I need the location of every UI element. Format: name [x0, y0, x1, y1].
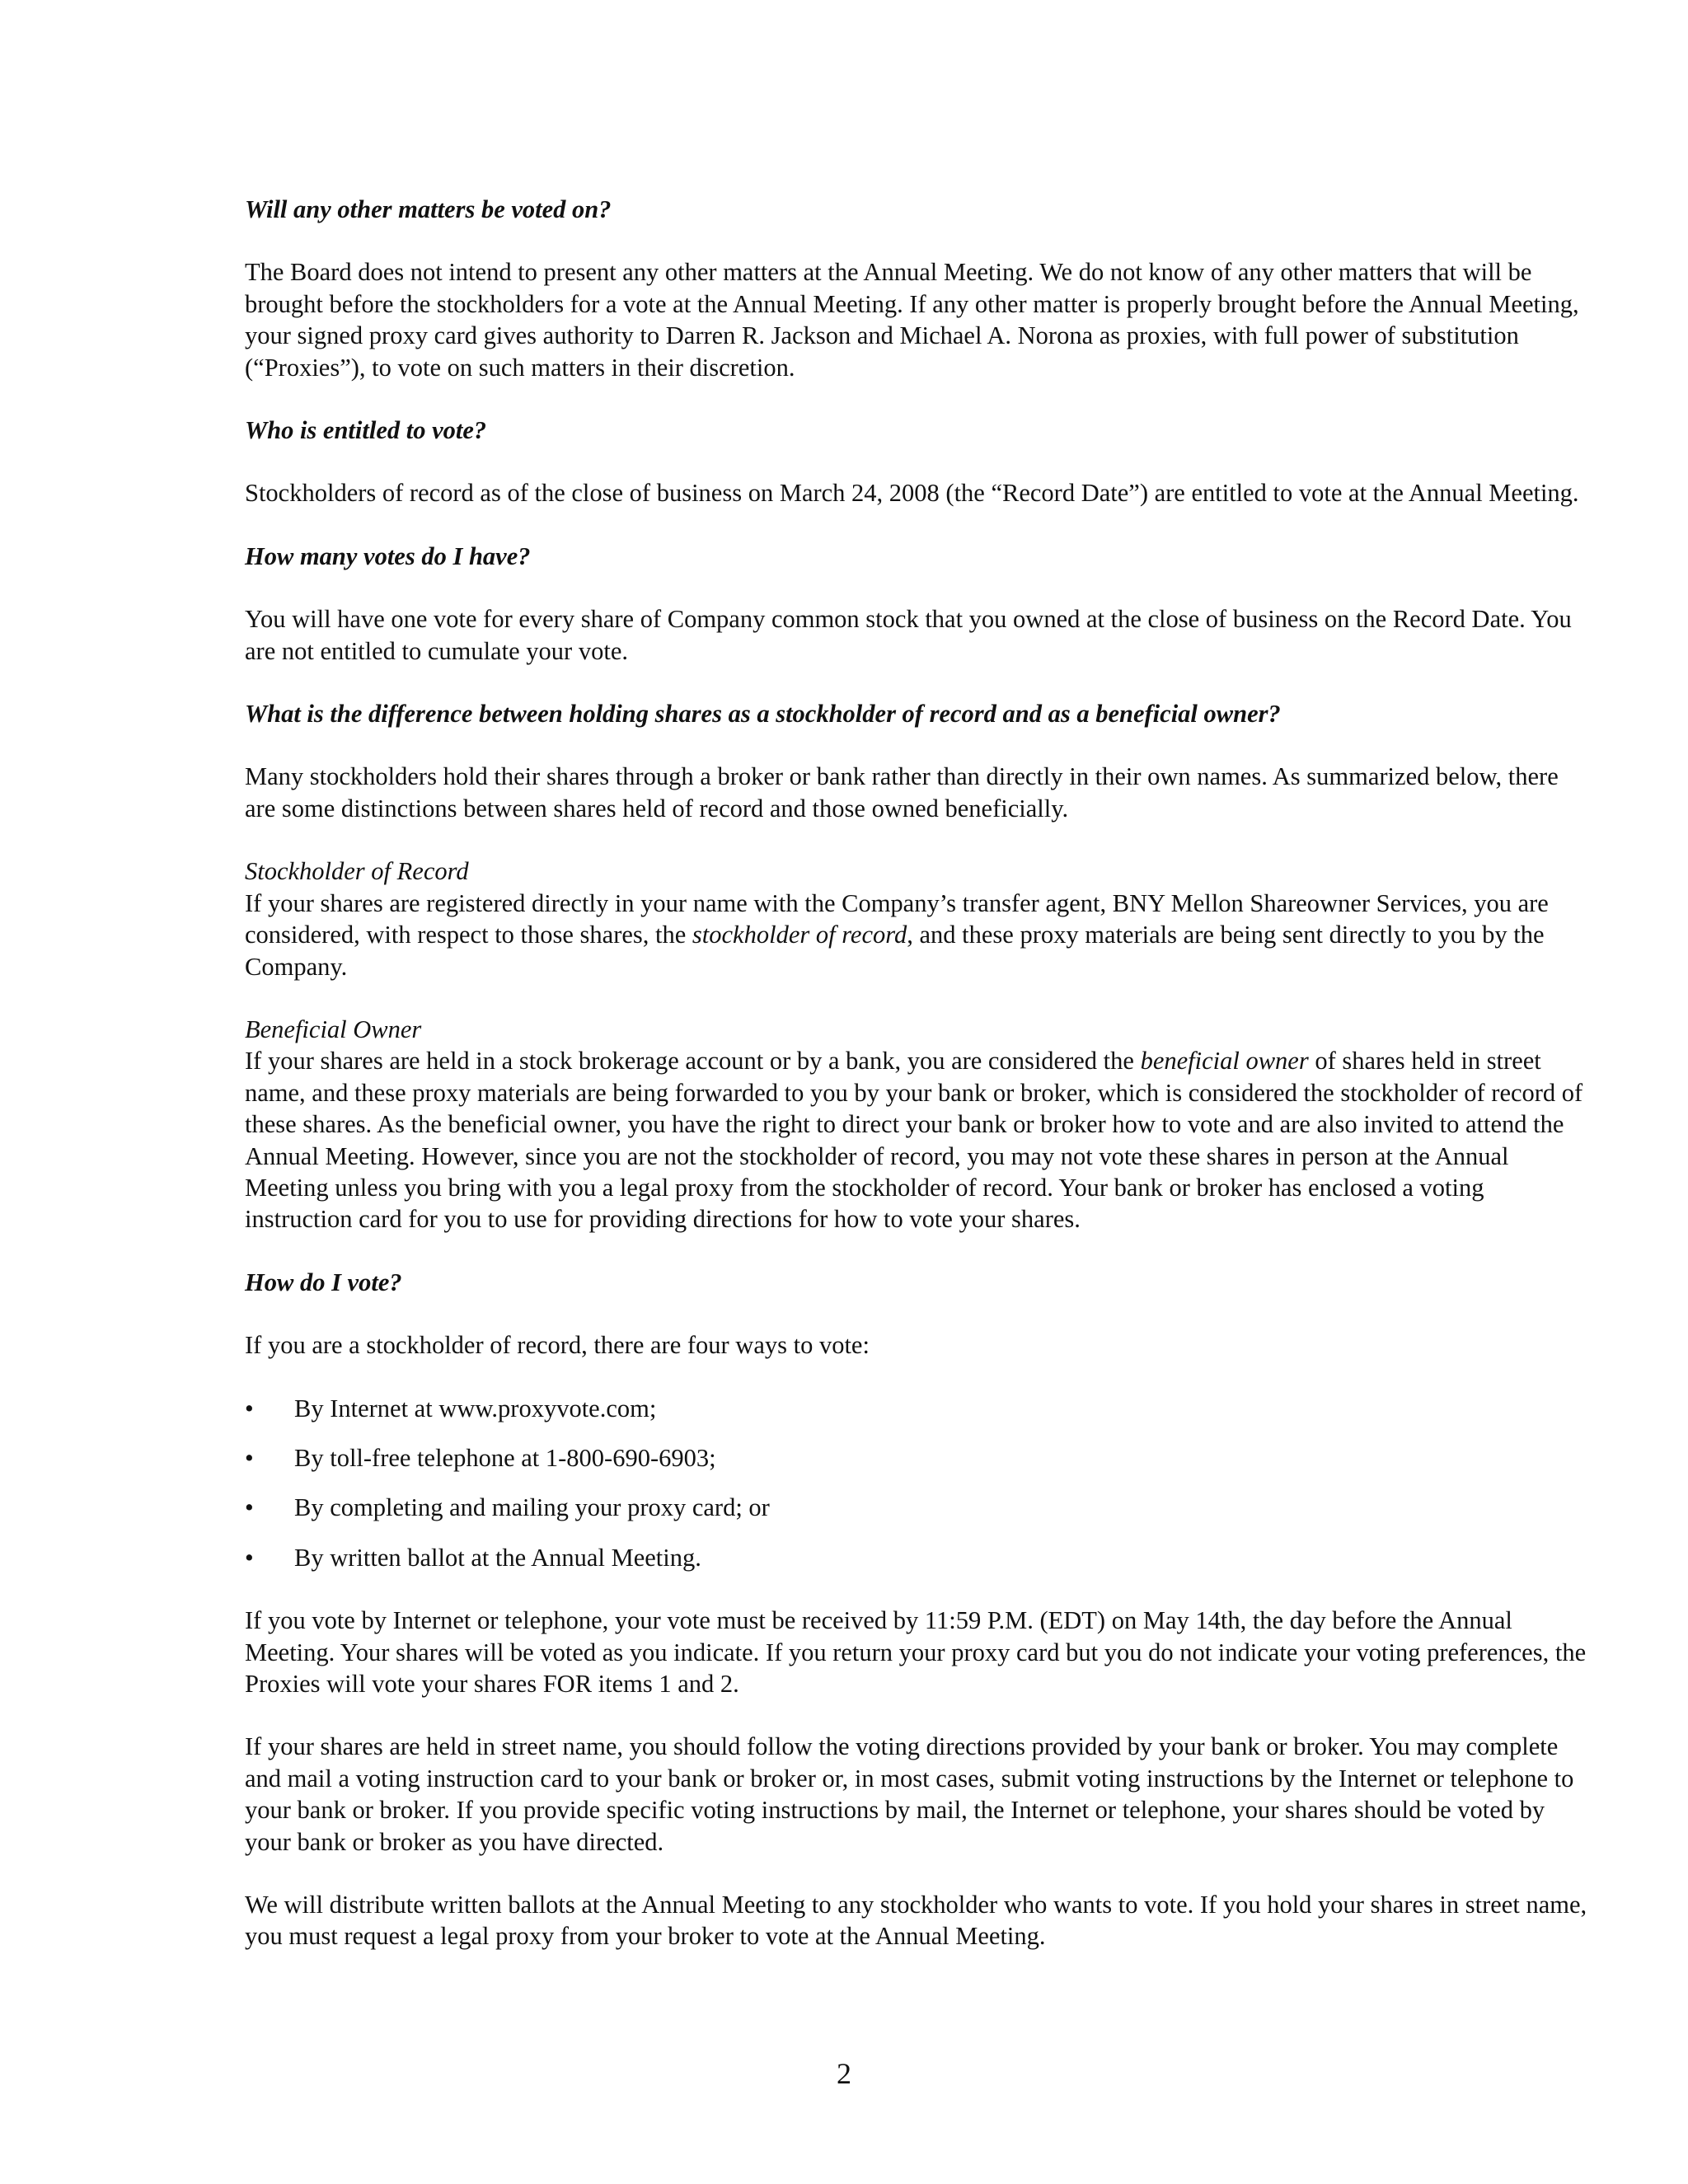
paragraph-voting-intro: If you are a stockholder of record, there are four ways to vote: — [245, 1331, 870, 1360]
heading-entitled-to-vote: Who is entitled to vote? — [245, 416, 487, 445]
paragraph-beneficial-owner — [245, 1014, 1589, 1235]
paragraph-written-ballots: We will distribute written ballots at the Annual Meeting to any stockholder who wants to vote. If you hold your shares in street name, you must request a legal proxy from your broker to vote at the Annual Meeting. — [245, 1891, 1587, 1951]
beneficial-emphasis: beneficial owner — [1140, 1047, 1309, 1076]
list-item — [245, 1492, 1589, 1523]
list-item-text: By Internet at www.proxyvote.com; — [294, 1394, 657, 1422]
list-item — [245, 1442, 1589, 1474]
beneficial-text-1: If your shares are held in a stock brokerage account or by a bank, you are considered the — [245, 1047, 1141, 1076]
heading-record-vs-beneficial: What is the difference between holding shares as a stockholder of record and as a beneficial owner? — [245, 700, 1281, 729]
bullet-icon: • — [245, 1394, 254, 1422]
label-beneficial-owner: Beneficial Owner — [245, 1015, 422, 1043]
label-stockholder-of-record: Stockholder of Record — [245, 857, 469, 886]
paragraph-stockholder-of-record — [245, 855, 1589, 982]
list-item — [245, 1393, 1589, 1424]
paragraph-record-vs-beneficial: Many stockholders hold their shares through a broker or bank rather than directly in their own names. As summarized below, there are some distinctions between shares held of record and those owned beneficially. — [245, 762, 1559, 823]
list-item-text: By completing and mailing your proxy card; or — [294, 1493, 770, 1522]
record-emphasis: stockholder of record — [692, 921, 907, 949]
list-item-text: By written ballot at the Annual Meeting. — [294, 1543, 701, 1572]
paragraph-internet-telephone-deadline: If you vote by Internet or telephone, your vote must be received by 11:59 P.M. (EDT) on May 14th, the day before the Annual Meeting. Your shares will be voted as you indicate. If you return your proxy card but you do not indicate your voting preferences, the Proxies will vote your shares FOR items 1 and 2. — [245, 1606, 1587, 1698]
record-text-2: , and these proxy materials are being sent directly to you by the Company. — [245, 921, 1545, 981]
list-item-text: By toll-free telephone at 1-800-690-6903; — [294, 1443, 716, 1472]
page-number: 2 — [837, 2057, 851, 2090]
paragraph-other-matters: The Board does not intend to present any other matters at the Annual Meeting. We do not know of any other matters that will be brought before the stockholders for a vote at the Annual Meeting. If any other matter is properly brought before the Annual Meeting, your signed proxy card gives authority to Darren R. Jackson and Michael A. Norona as proxies, with full power of substitution (“Proxies”), to vote on such matters in their discretion. — [245, 258, 1579, 382]
heading-other-matters: Will any other matters be voted on? — [245, 195, 612, 223]
beneficial-text-2: of shares held in street name, and these proxy materials are being forwarded to you by your bank or broker, which is considered the stockholder of record of these shares. As the beneficial owner, you have the right to direct your bank or broker how to vote and are also invited to attend the Annual Meeting. However, since you are not the stockholder of record, you may not vote these shares in person at the Annual Meeting unless you bring with you a legal proxy from the stockholder of record. Your bank or broker has enclosed a voting instruction card for you to use for providing directions for how to vote your shares. — [245, 1047, 1583, 1234]
list-item — [245, 1542, 1589, 1573]
bullet-icon: • — [245, 1543, 254, 1572]
heading-how-many-votes: How many votes do I have? — [245, 541, 531, 570]
bullet-icon: • — [245, 1493, 254, 1522]
bullet-icon: • — [245, 1443, 254, 1472]
paragraph-street-name-directions: If your shares are held in street name, you should follow the voting directions provided by your bank or broker. You may complete and mail a voting instruction card to your bank or broker or, in most cases, submit voting instructions by the Internet or telephone to your bank or broker. If you provide specific voting instructions by mail, the Internet or telephone, your shares should be voted by your bank or broker as you have directed. — [245, 1732, 1574, 1856]
paragraph-how-many-votes: You will have one vote for every share of Company common stock that you owned at the close of business on the Record Date. You are not entitled to cumulate your vote. — [245, 605, 1572, 665]
heading-how-do-i-vote: How do I vote? — [245, 1268, 402, 1296]
record-text-1: If your shares are registered directly in your name with the Company’s transfer agent, BNY Mellon Shareowner Services, you are considered, with respect to those shares, the — [245, 888, 1549, 949]
paragraph-entitled-to-vote: Stockholders of record as of the close of business on March 24, 2008 (the “Record Date”) are entitled to vote at the Annual Meeting. — [245, 479, 1579, 508]
voting-methods-list — [245, 1393, 1589, 1574]
